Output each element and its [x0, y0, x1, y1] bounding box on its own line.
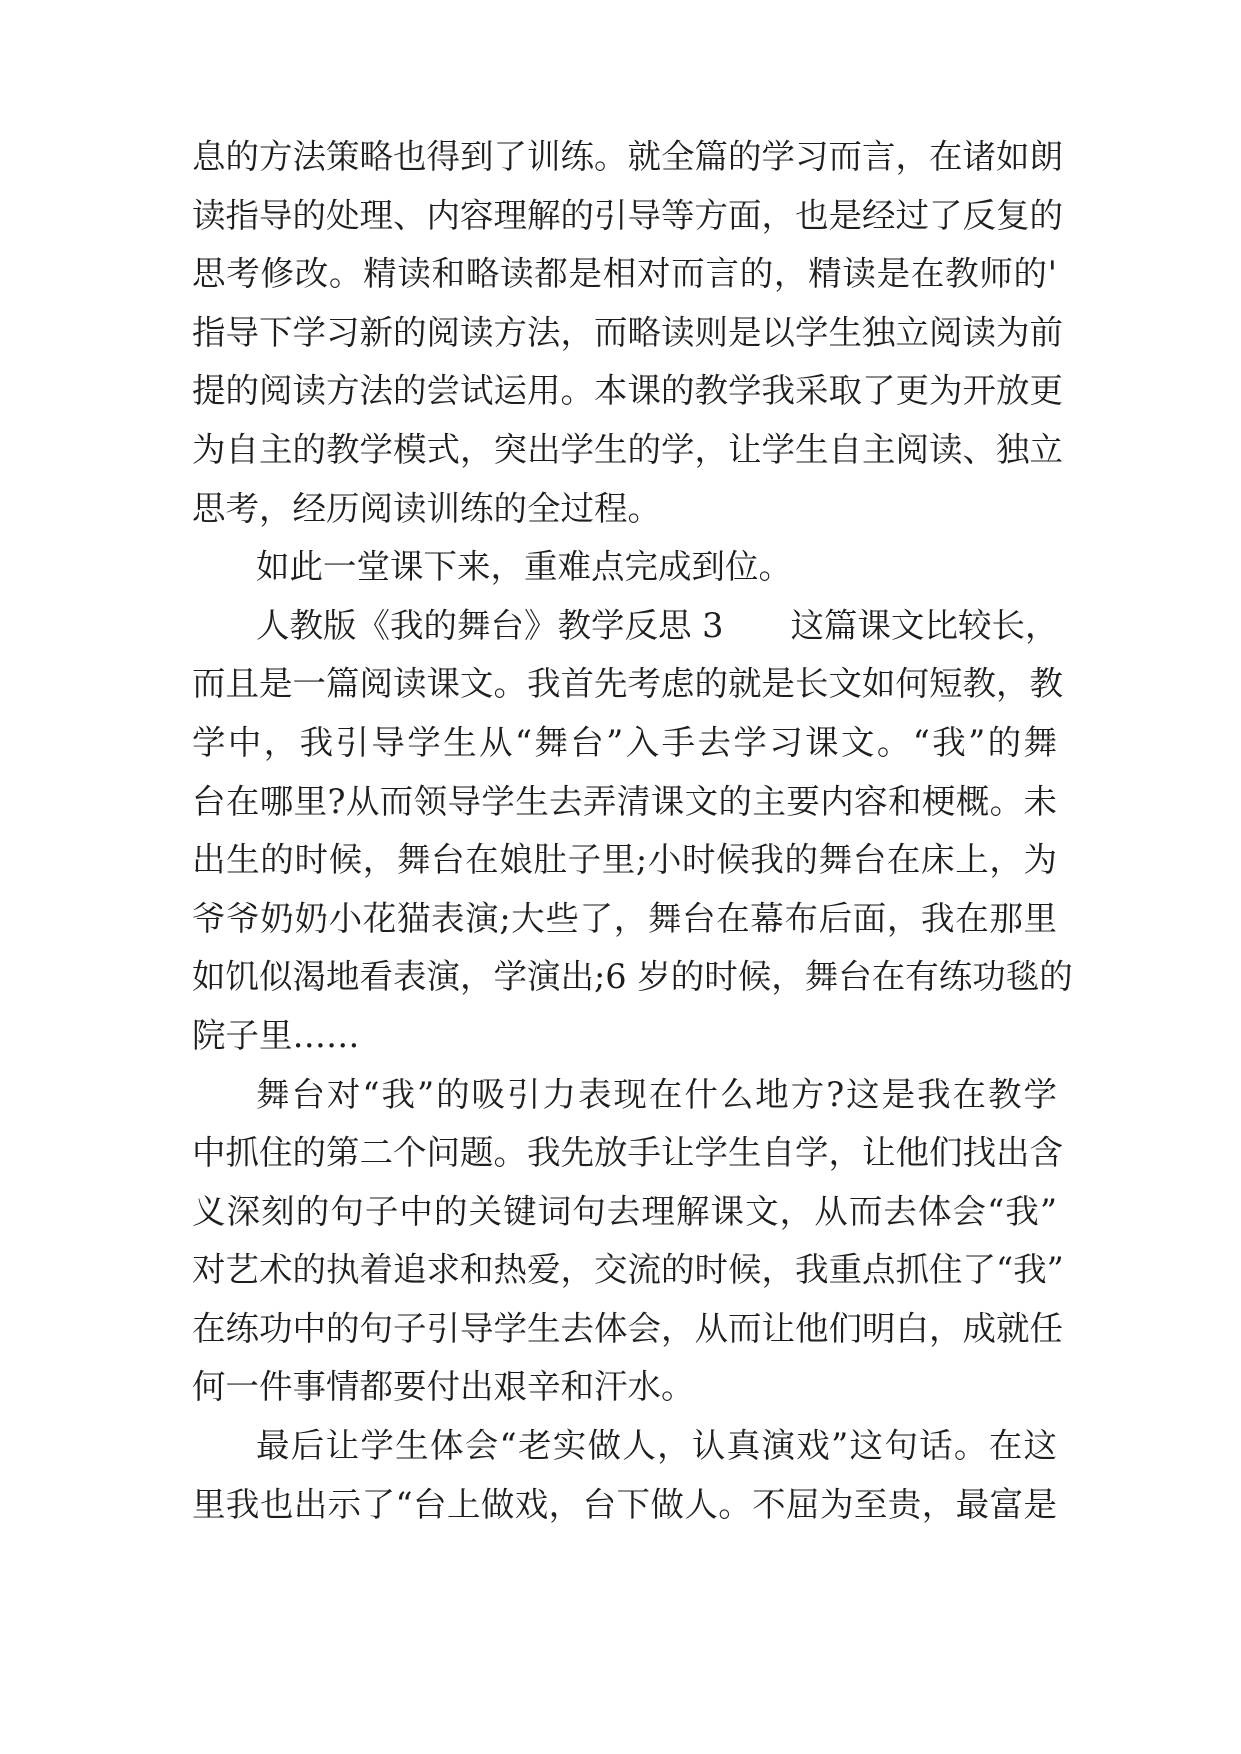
- text-line: 台在哪里?从而领导学生去弄清课文的主要内容和梗概。未: [192, 781, 1057, 821]
- text-line: 指导下学习新的阅读方法，而略读则是以学生独立阅读为前: [192, 312, 1063, 352]
- text-line: 思考，经历阅读训练的全过程。: [192, 488, 661, 528]
- text-line: 何一件事情都要付出艰辛和汗水。: [192, 1367, 695, 1407]
- text-line: 如饥似渴地看表演，学演出;6 岁的时候，舞台在有练功毯的: [192, 957, 1073, 997]
- text-line: 里我也出示了“台上做戏，台下做人。不屈为至贵，最富是: [192, 1484, 1057, 1524]
- body-text: [192, 128, 1073, 1534]
- text-line: 中抓住的第二个问题。我先放手让学生自学，让他们找出含: [192, 1133, 1063, 1173]
- paragraph-first-line: 人教版《我的舞台》教学反思 3 这篇课文比较长，: [256, 605, 1059, 645]
- text-line: 在练功中的句子引导学生去体会，从而让他们明白，成就任: [192, 1308, 1063, 1348]
- text-line: 读指导的处理、内容理解的引导等方面，也是经过了反复的: [192, 195, 1063, 235]
- text-line: 为自主的教学模式，突出学生的学，让学生自主阅读、独立: [192, 429, 1063, 469]
- text-line: 提的阅读方法的尝试运用。本课的教学我采取了更为开放更: [192, 371, 1063, 411]
- paragraph-first-line: 如此一堂课下来，重难点完成到位。: [256, 547, 792, 587]
- paragraph-first-line: 最后让学生体会“老实做人，认真演戏”这句话。在这: [256, 1426, 1057, 1466]
- text-line: 义深刻的句子中的关键词句去理解课文，从而去体会“我”: [192, 1191, 1057, 1231]
- text-line: 思考修改。精读和略读都是相对而言的，精读是在教师的': [192, 254, 1057, 294]
- text-line: 息的方法策略也得到了训练。就全篇的学习而言，在诸如朗: [192, 137, 1063, 176]
- text-line: 院子里……: [192, 1015, 360, 1055]
- paragraph-first-line: 舞台对“我”的吸引力表现在什么地方?这是我在教学: [256, 1074, 1057, 1114]
- text-line: 对艺术的执着追求和热爱，交流的时候，我重点抓住了“我”: [192, 1250, 1064, 1290]
- text-line: 爷爷奶奶小花猫表演;大些了，舞台在幕布后面，我在那里: [192, 898, 1057, 938]
- text-line: 而且是一篇阅读课文。我首先考虑的就是长文如何短教，教: [192, 664, 1063, 704]
- text-line: 学中，我引导学生从“舞台”入手去学习课文。“我”的舞: [192, 722, 1057, 762]
- text-line: 出生的时候，舞台在娘肚子里;小时候我的舞台在床上，为: [192, 840, 1057, 880]
